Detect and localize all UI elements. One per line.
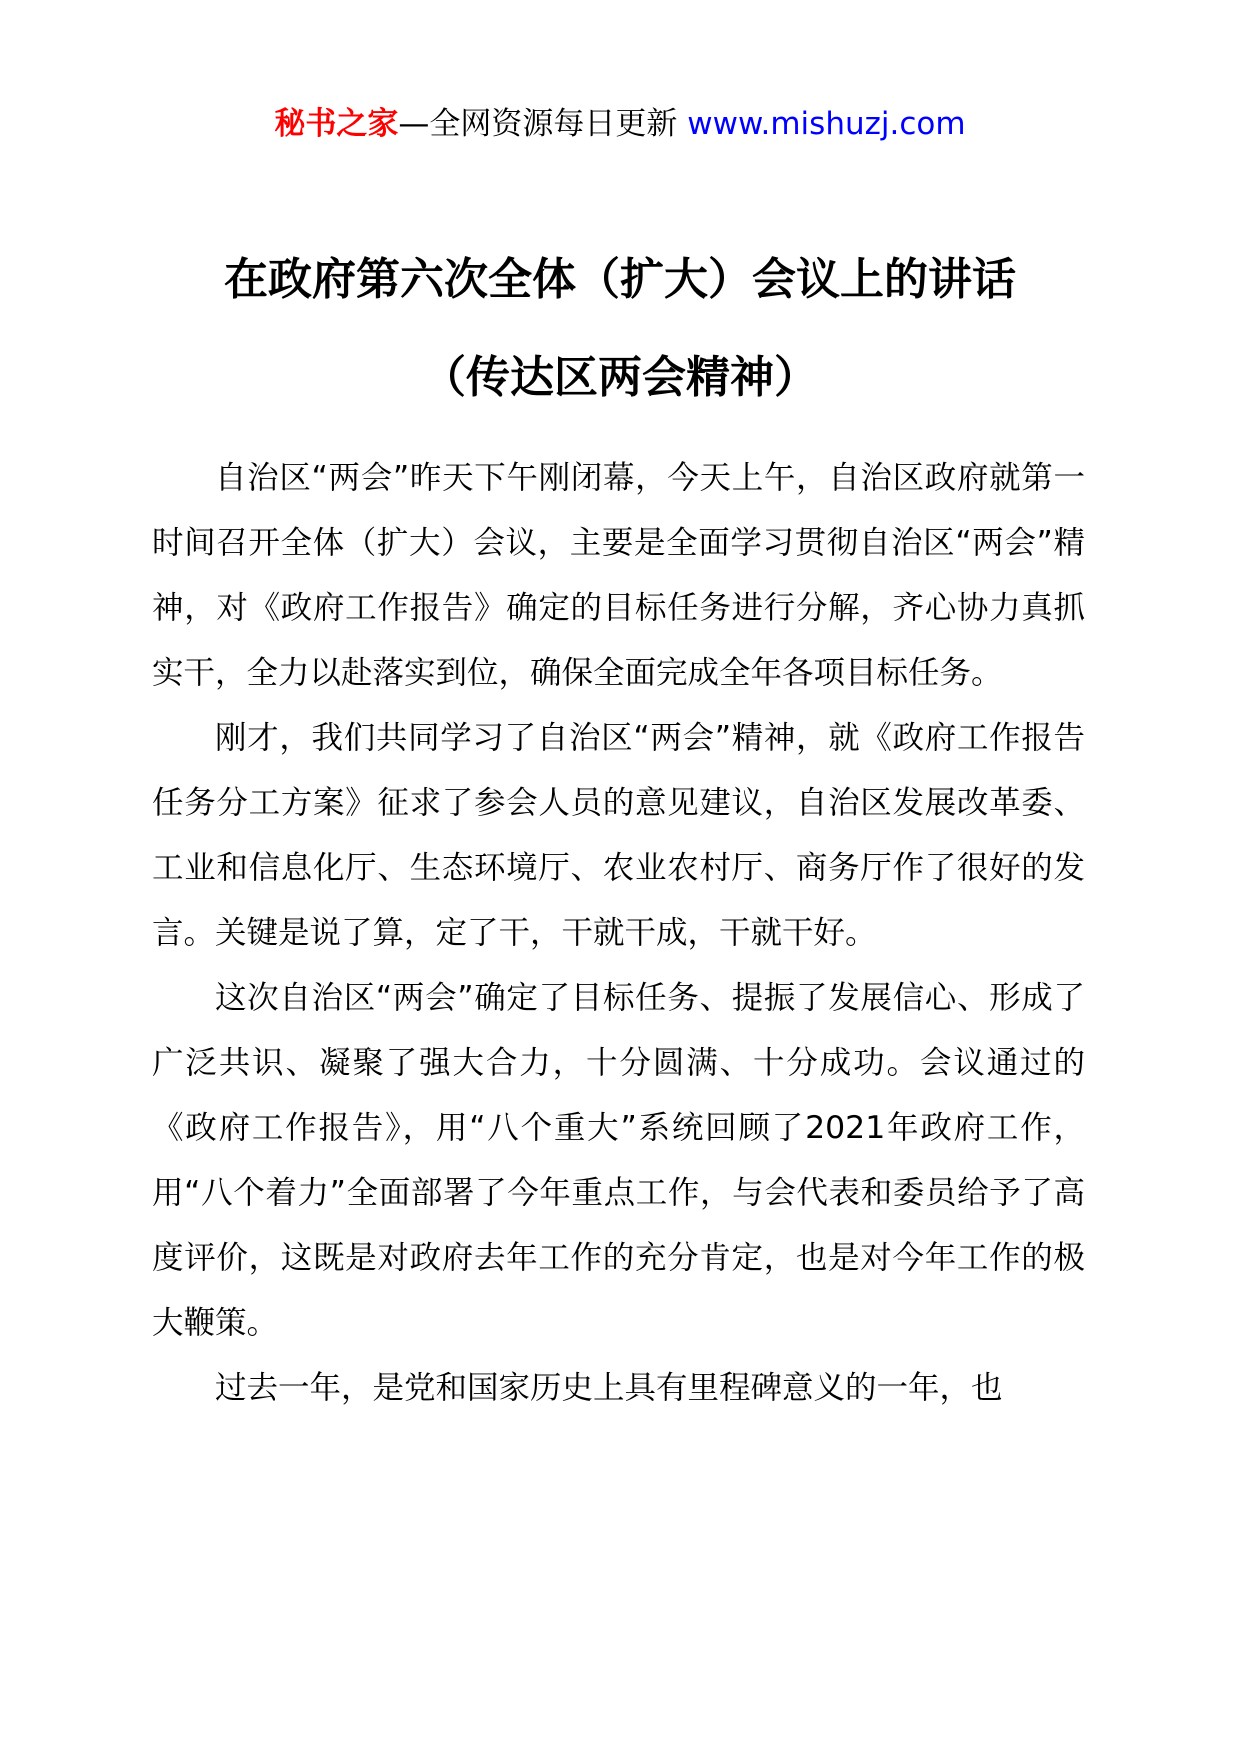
body-paragraph: 刚才，我们共同学习了自治区“两会”精神，就《政府工作报告任务分工方案》征求了参会人员的意见建议，自治区发展改革委、工业和信息化厅、生态环境厅、农业农村厅、商务厅作了很好的发言。关键是说了算，定了干，干就干成，干就干好。 [152, 720, 1085, 951]
site-slogan: 全网资源每日更新 [429, 106, 688, 142]
body-paragraph: 过去一年，是党和国家历史上具有里程碑意义的一年，也 [215, 1370, 1003, 1406]
document-title: 在政府第六次全体（扩大）会议上的讲话 [224, 254, 1016, 305]
site-url-link[interactable]: www.mishuzj.com [687, 106, 966, 142]
site-brand: 秘书之家 [274, 106, 399, 142]
document-subtitle: （传达区两会精神） [422, 352, 818, 403]
site-header [0, 102, 1240, 146]
body-paragraph: 自治区“两会”昨天下午刚闭幕，今天上午，自治区政府就第一时间召开全体（扩大）会议，主要是全面学习贯彻自治区“两会”精神，对《政府工作报告》确定的目标任务进行分解，齐心协力真抓实干，全力以赴落实到位，确保全面完成全年各项目标任务。 [152, 460, 1085, 691]
header-dash: — [398, 106, 430, 142]
body-paragraph: 这次自治区“两会”确定了目标任务、提振了发展信心、形成了广泛共识、凝聚了强大合力，十分圆满、十分成功。会议通过的《政府工作报告》，用“八个重大”系统回顾了2021年政府工作，用“八个着力”全面部署了今年重点工作，与会代表和委员给予了高度评价，这既是对政府去年工作的充分肯定，也是对今年工作的极大鞭策。 [152, 980, 1085, 1341]
document-body [152, 446, 1085, 1421]
